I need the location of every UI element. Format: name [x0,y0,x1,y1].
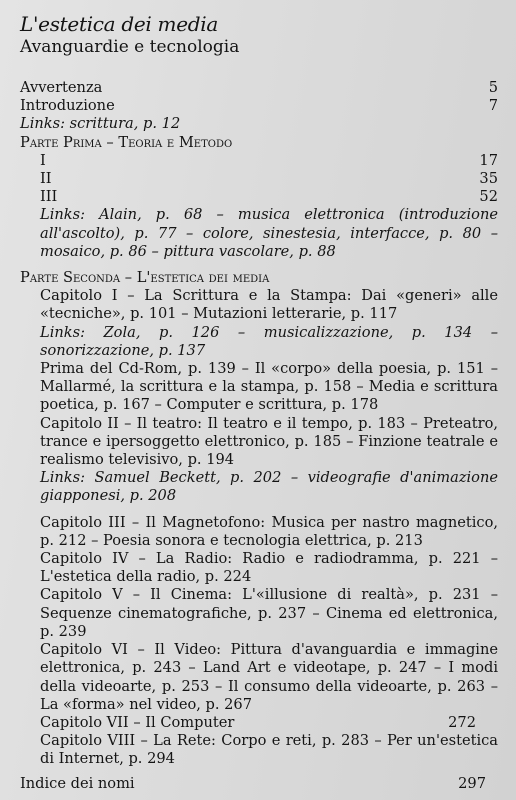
entry-page: 297 [458,774,486,792]
chapter-1-links: Links: Zola, p. 126 – musicalizzazione, p. 134 – sonorizzazione, p. 137 [40,323,498,359]
entry-label: I [40,151,46,169]
entry-label: II [40,170,52,188]
entry-label: Indice dei nomi [20,774,135,792]
chapter-1-continued: Prima del Cd-Rom, p. 139 – Il «corpo» della poesia, p. 151 – Mallarmé, la scrittura e la stampa, p. 158 – Media e scrittura poetica, p. 167 – Computer e scrittura, p. 178 [40,360,498,414]
chapter-1: Capitolo I – La Scrittura e la Stampa: Dai «generi» alle «tecniche», p. 101 – Mutazioni letterarie, p. 117 [40,287,498,323]
toc-entry-avvertenza [20,79,498,97]
entry-label: III [40,188,58,206]
chapter-3: Capitolo III – Il Magnetofono: Musica per nastro magnetico, p. 212 – Poesia sonora e tecnologia elettrica, p. 213 [40,513,498,549]
entry-page: 17 [479,151,498,169]
entry-label: Capitolo VII – Il Computer [40,713,235,731]
chapter-4: Capitolo IV – La Radio: Radio e radiodramma, p. 221 – L'estetica della radio, p. 224 [40,550,498,586]
chapter-2-links: Links: Samuel Beckett, p. 202 – videografie d'animazione giapponesi, p. 208 [40,469,498,505]
parte-prima-heading: Parte Prima – Teoria e Metodo [20,133,233,151]
entry-page: 7 [488,97,498,115]
parte-prima-links: Links: Alain, p. 68 – musica elettronica (introduzione all'ascolto), p. 77 – colore, sinestesia, interfacce, p. 80 – mosaico, p. 86 – pittura vascolare, p. 88 [40,206,498,260]
intro-links: Links: scrittura, p. 12 [20,115,181,133]
toc-entry-indice [20,775,498,793]
entry-label: Avvertenza [20,79,103,96]
entry-page: 272 [448,713,476,731]
toc-entry-p1-ii [40,170,498,188]
toc-entry-introduzione [20,97,498,115]
parte-seconda-heading: Parte Seconda – L'estetica dei media [20,269,270,287]
table-of-contents [20,79,498,793]
toc-entry-p1-i [40,152,498,170]
chapter-6: Capitolo VI – Il Video: Pittura d'avanguardia e immagine elettronica, p. 243 – Land Art e videotape, p. 247 – I modi della videoarte, p. 253 – Il consumo della videoarte, p. 263 – La «forma» nel video, p. 267 [40,641,498,713]
entry-page: 5 [488,79,498,96]
spacer [20,506,498,514]
chapter-5: Capitolo V – Il Cinema: L'«illusione di realtà», p. 231 – Sequenze cinematografiche, p. 237 – Cinema ed elettronica, p. 239 [40,586,498,640]
spacer [20,261,498,269]
chapter-2: Capitolo II – Il teatro: Il teatro e il tempo, p. 183 – Preteatro, trance e ipersoggetto elettronico, p. 185 – Finzione teatrale e realismo televisivo, p. 194 [40,414,498,469]
entry-page: 35 [479,170,498,188]
chapter-7 [40,714,498,732]
entry-page: 52 [479,188,498,206]
book-title: L'estetica dei media [20,12,218,36]
book-subtitle: Avanguardie e tecnologia [20,37,240,57]
chapter-8: Capitolo VIII – La Rete: Corpo e reti, p. 283 – Per un'estetica di Internet, p. 294 [40,732,498,768]
toc-entry-p1-iii [40,188,498,206]
entry-label: Introduzione [20,97,115,115]
